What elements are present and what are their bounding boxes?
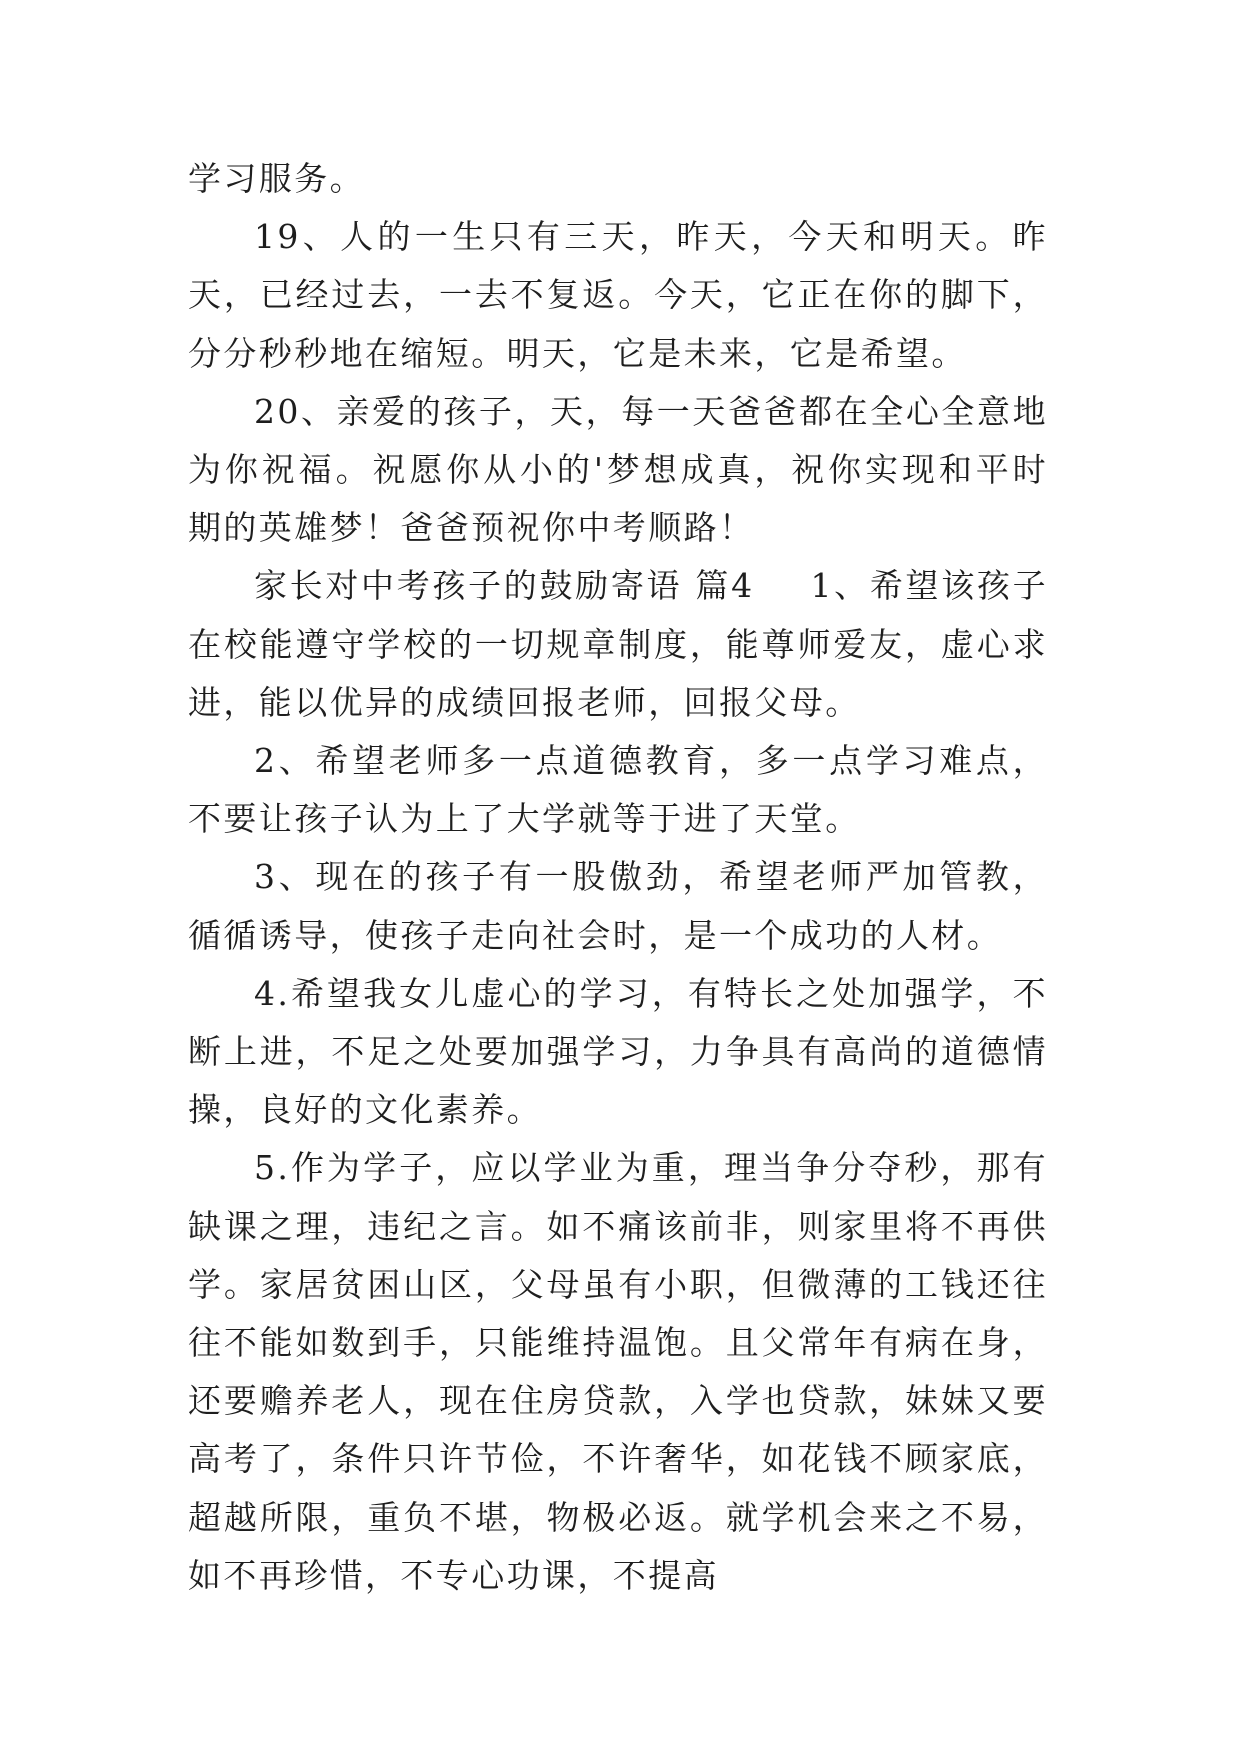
document-body: [188, 150, 1048, 1605]
paragraph-item-4: 4.希望我女儿虚心的学习，有特长之处加强学，不断上进，不足之处要加强学习，力争具有高尚的道德情操，良好的文化素养。: [188, 973, 1048, 1130]
paragraph-item-5: 5.作为学子，应以学业为重，理当争分夺秒，那有缺课之理，违纪之言。如不痛该前非，则家里将不再供学。家居贫困山区，父母虽有小职，但微薄的工钱还往往不能如数到手，只能维持温饱。且父常年有病在身，还要赡养老人，现在住房贷款，入学也贷款，妹妹又要高考了，条件只许节俭，不许奢华，如花钱不顾家底，超越所限，重负不堪，物极必返。就学机会来之不易，如不再珍惜，不专心功课，不提高: [188, 1148, 1048, 1595]
section-paragraph: [188, 557, 1048, 732]
paragraph-continuation: 学习服务。: [188, 159, 365, 198]
paragraph-item-3: 3、现在的孩子有一股傲劲，希望老师严加管教，循循诱导，使孩子走向社会时，是一个成功的人材。: [188, 857, 1048, 955]
section-item-1: 1、希望该孩子在校能遵守学校的一切规章制度，能尊师爱友，虚心求进，能以优异的成绩回报老师，回报父母。: [188, 566, 1048, 722]
paragraph-item-20: 20、亲爱的孩子，天，每一天爸爸都在全心全意地为你祝福。祝愿你从小的'梦想成真，祝你实现和平时期的英雄梦！爸爸预祝你中考顺路！: [188, 391, 1048, 548]
section-heading: 家长对中考孩子的鼓励寄语 篇4: [254, 566, 755, 606]
paragraph-item-2: 2、希望老师多一点道德教育，多一点学习难点，不要让孩子认为上了大学就等于进了天堂。: [188, 741, 1048, 839]
paragraph-item-19: 19、人的一生只有三天，昨天，今天和明天。昨天，已经过去，一去不复返。今天，它正在你的脚下，分分秒秒地在缩短。明天，它是未来，它是希望。: [188, 217, 1048, 373]
